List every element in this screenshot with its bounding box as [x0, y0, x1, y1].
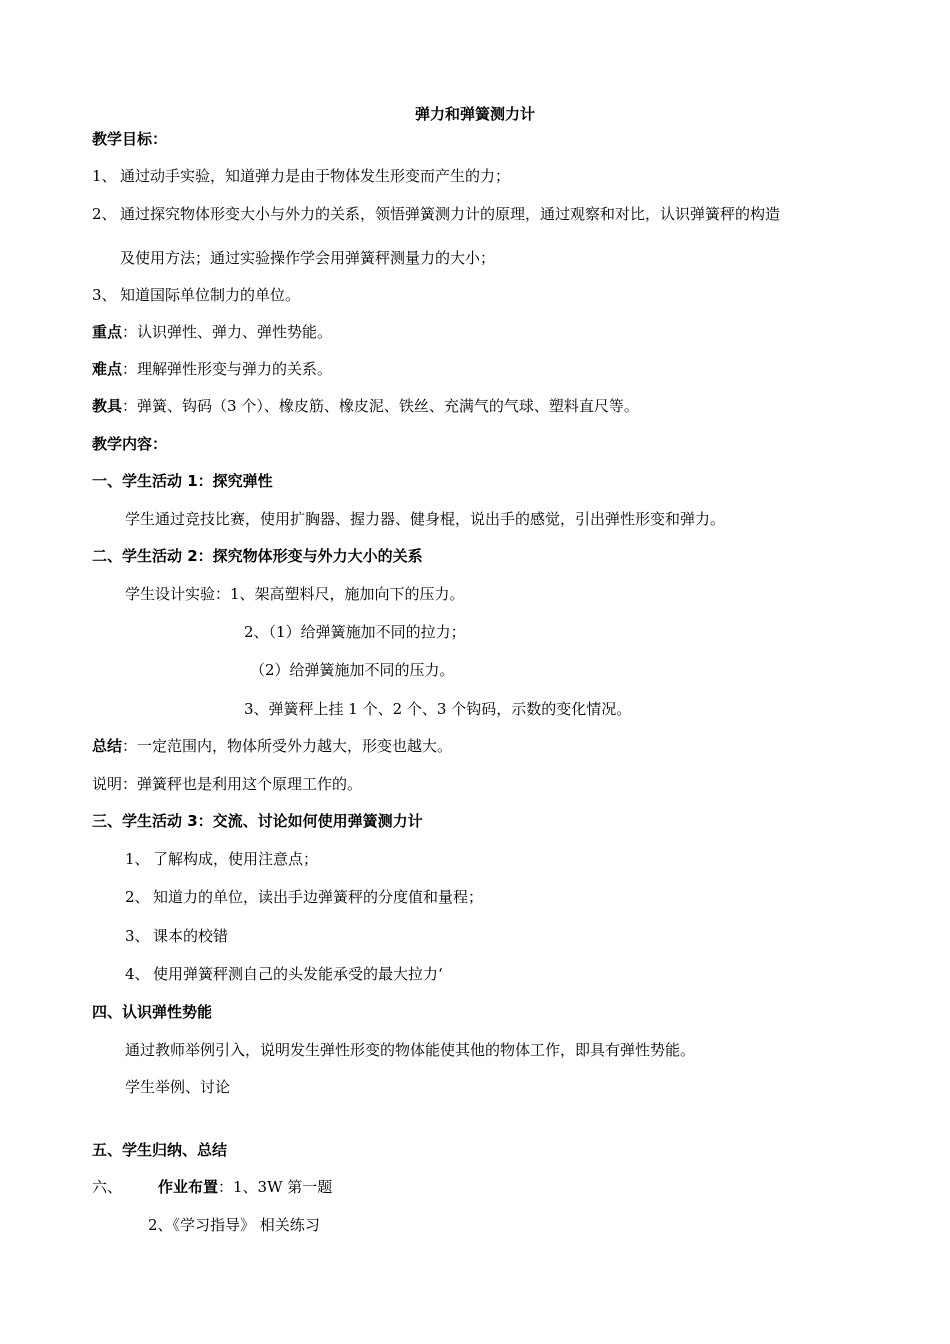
section6-num: 六、 [92, 1178, 123, 1196]
objective-num: 3、 [92, 286, 117, 304]
key-point-text: ：认识弹性、弹力、弹性势能。 [122, 323, 333, 341]
item-num: 2、 [125, 888, 150, 906]
section2-line: 学生设计实验：1、架高塑料尺，施加向下的压力。 [125, 585, 465, 603]
section1-body: 学生通过竞技比赛，使用扩胸器、握力器、健身棍，说出手的感觉，引出弹性形变和弹力。 [125, 510, 726, 528]
section2-line: 3、弹簧秤上挂 1 个、2 个、3 个钩码，示数的变化情况。 [244, 700, 632, 718]
item-text: 课本的校错 [153, 927, 229, 945]
section3-item [125, 887, 483, 907]
item-num: 1、 [125, 850, 150, 868]
tools [92, 396, 639, 416]
objective-num: 2、 [92, 205, 117, 223]
objective-item-2-continued [120, 248, 495, 268]
section2-summary [92, 736, 452, 756]
section4-heading: 四、认识弹性势能 [92, 1003, 213, 1021]
content-heading: 教学内容： [92, 435, 168, 453]
objective-text: 及使用方法；通过实验操作学会用弹簧秤测量力的大小； [120, 249, 496, 267]
section2-line: 2、（1）给弹簧施加不同的拉力； [244, 623, 466, 641]
page-title: 弹力和弹簧测力计 [414, 105, 535, 123]
item-num: 4、 [125, 965, 150, 983]
key-point-label: 重点 [92, 323, 123, 341]
section3-heading: 三、学生活动 3：交流、讨论如何使用弹簧测力计 [92, 812, 423, 830]
tools-text: ：弹簧、钩码（3 个）、橡皮筋、橡皮泥、铁丝、充满气的气球、塑料直尺等。 [122, 397, 639, 415]
section2-note: 说明：弹簧秤也是利用这个原理工作的。 [92, 775, 363, 793]
section5-heading: 五、学生归纳、总结 [92, 1141, 228, 1159]
objective-text: 通过探究物体形变大小与外力的关系，领悟弹簧测力计的原理，通过观察和对比，认识弹簧秤的构造 [120, 205, 781, 223]
section3-item [125, 964, 443, 984]
item-text: 使用弹簧秤测自己的头发能承受的最大拉力‘ [153, 965, 443, 983]
item-text: 知道力的单位，读出手边弹簧秤的分度值和量程； [153, 888, 484, 906]
section6-heading [92, 1177, 332, 1197]
section6-line2: 2、《学习指导》 相关练习 [148, 1216, 320, 1234]
section4-line: 通过教师举例引入，说明发生弹性形变的物体能使其他的物体工作，即具有弹性势能。 [125, 1041, 696, 1059]
section3-item [125, 849, 318, 869]
item-text: 了解构成，使用注意点； [153, 850, 319, 868]
objectives-heading: 教学目标： [92, 130, 168, 148]
difficulty-text: ：理解弹性形变与弹力的关系。 [122, 360, 333, 378]
objective-num: 1、 [92, 167, 117, 185]
difficulty-label: 难点 [92, 360, 123, 378]
tools-label: 教具 [92, 397, 123, 415]
objective-item-2 [92, 204, 780, 224]
section4-line: 学生举例、讨论 [125, 1078, 231, 1096]
section3-item [125, 926, 228, 946]
difficulty [92, 359, 332, 379]
objective-item-1 [92, 166, 510, 186]
objective-text: 通过动手实验，知道弹力是由于物体发生形变而产生的力； [120, 167, 511, 185]
section6-text: ：1、3W 第一题 [218, 1178, 333, 1196]
objective-item-3 [92, 285, 300, 305]
section2-heading: 二、学生活动 2：探究物体形变与外力大小的关系 [92, 547, 423, 565]
item-num: 3、 [125, 927, 150, 945]
section1-heading: 一、学生活动 1：探究弹性 [92, 472, 273, 490]
key-point [92, 322, 332, 342]
section6-label: 作业布置 [158, 1178, 219, 1196]
section2-line: （2）给弹簧施加不同的压力。 [250, 661, 455, 679]
summary-text: ：一定范围内，物体所受外力越大，形变也越大。 [122, 737, 453, 755]
summary-label: 总结 [92, 737, 123, 755]
objective-text: 知道国际单位制力的单位。 [120, 286, 301, 304]
